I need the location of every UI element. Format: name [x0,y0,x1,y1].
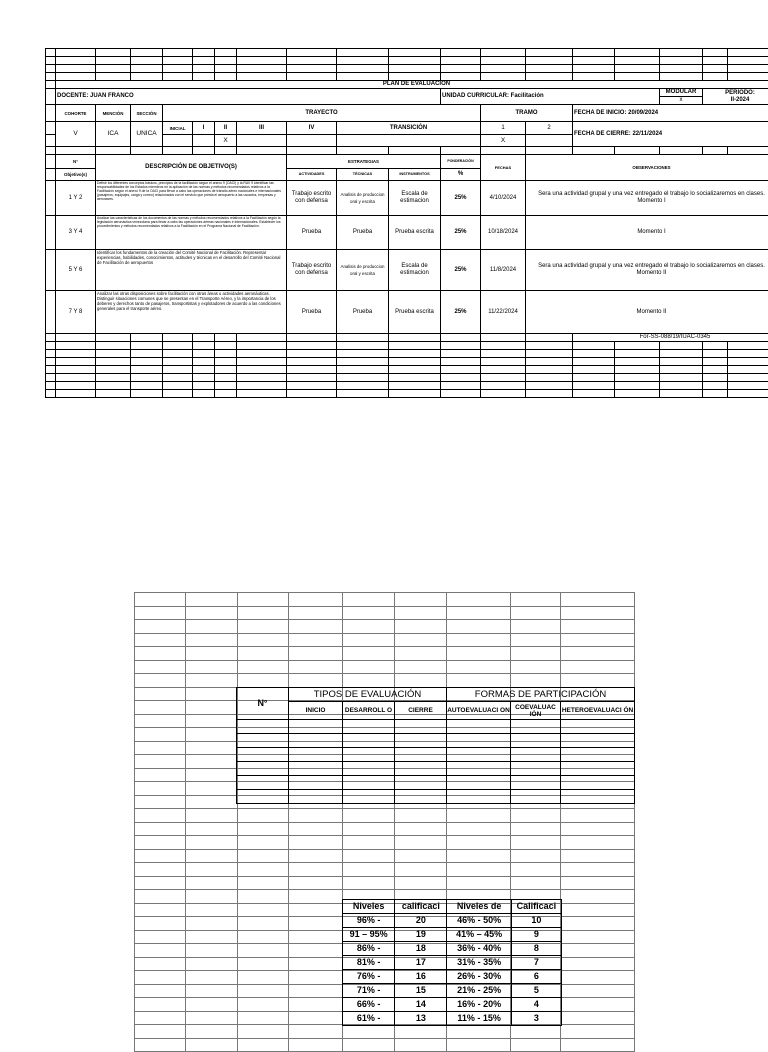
row-instrumento: Escala de estimacion [389,250,441,291]
table-row: 81% - 17 31% - 35% 7 [343,956,562,970]
table-row: 61% - 13 11% - 15% 3 [343,1012,562,1026]
tecnicas-header: TÉCNICAS [337,169,389,181]
plan-evaluacion-sheet [45,48,768,420]
tramo-header: TRAMO [481,105,573,122]
evaluacion-grid-block [134,592,634,1024]
row-actividad: Prueba [287,216,337,250]
trayecto-ii: II [215,122,237,135]
autoevaluacion-header: AUTOEVALUACI ON [447,702,511,720]
row-descripcion: Analizar las otras disposiciones sobre facilitación con otras áreas u actividades aeronáuticas. Distinguir situaciones comunes que se presentan en el Transporte Aéreo, y la importancia de los deberes y derechos tanto de pasajeros, transportistas y explotadores de acuerdo a las condiciones generales para el transporte aéreo. [96,291,287,334]
row-actividad: Trabajo escrito con defensa [287,181,337,216]
periodo-label: PERIODO: [704,90,768,97]
row-descripcion: Analizar las características de los documentos de las normas y métodos recomendados relativos a la Facilitación según la legislación aeronáutica venezolana para llevar a cabo las operaciones aéreas nacionales e internacionales. Establecer los procedimientos y métodos recomendados relativos a la Facilitación en el Programa Nacional de Facilitación. [96,216,287,250]
row-ponderacion: 25% [441,181,481,216]
formas-participacion-title: FORMAS DE PARTICIPACIÓN [447,688,635,702]
row-observacion: Sera una actividad grupal y una vez entregado el trabajo lo socializaremos en clases. Momento I [526,181,768,216]
trayecto-header: TRAYECTO [163,105,481,122]
row-fecha: 11/22/2024 [481,291,526,334]
row-ponderacion: 25% [441,250,481,291]
trayecto-iv: IV [287,122,337,135]
row-actividad: Trabajo escrito con defensa [287,250,337,291]
row-instrumento: Prueba escrita [389,291,441,334]
tipos-evaluacion-table [236,687,635,804]
row-tecnica: Analisis de produccion oral y escrita [337,250,389,291]
row-objetivo: 7 Y 8 [56,291,96,334]
estrategias-header: ESTRATEGIAS [287,155,441,169]
objetivos-header: Objetivo(s) [56,169,96,181]
tipos-n-header: N° [237,688,289,720]
row-objetivo: 1 Y 2 [56,181,96,216]
desarrollo-header: DESARROLL O [343,702,395,720]
mencion-value: ICA [96,122,131,147]
actividades-header: ACTIVIDADES [287,169,337,181]
row-tecnica: Prueba [337,291,389,334]
pct-header: % [441,169,481,181]
fechas-header: FECHAS [481,155,526,181]
row-observacion: Momento I [526,216,768,250]
tramo-1-mark: X [481,135,526,147]
row-observacion: Momento II [526,291,768,334]
tipos-evaluacion-title: TIPOS DE EVALUACIÓN [289,688,447,702]
fecha-cierre: FECHA DE CIERRE: 22/11/2024 [573,122,768,147]
mencion-header: MENCIÓN [96,105,131,122]
table-row: 71% - 15 21% - 25% 5 [343,984,562,998]
row-fecha: 4/10/2024 [481,181,526,216]
coevaluacion-header: COEVALUAC IÓN [511,702,561,720]
periodo [703,89,768,105]
form-code: For-SS-088/19/IUAC-0345 [573,334,768,342]
periodo-value: II-2024 [704,97,768,104]
trayecto-iii: III [237,122,287,135]
table-row: 86% - 18 36% - 40% 8 [343,942,562,956]
seccion-header: SECCIÓN [131,105,163,122]
calificacion2-header: Calificaci [511,900,561,914]
table-row: 66% - 14 16% - 20% 4 [343,998,562,1012]
instrumentos-header: INSTRUMENTOS [389,169,441,181]
cohorte-value: V [56,122,96,147]
table-row [46,216,768,250]
niveles-de-header: Niveles de [447,900,511,914]
row-tecnica: Analisis de produccion oral y escrita [337,181,389,216]
unidad-curricular: UNIDAD CURRICULAR: Facilitación [441,89,660,105]
cierre-header: CIERRE [395,702,447,720]
table-row [46,291,768,334]
table-row [46,181,768,216]
cohorte-header: COHORTE [56,105,96,122]
descripcion-header: DESCRIPCIÓN DE OBJETIVO(S) [96,155,287,181]
row-ponderacion: 25% [441,291,481,334]
table-row: 76% - 16 26% - 30% 6 [343,970,562,984]
transicion-header: TRANSICIÓN [337,122,481,135]
table-row: 91 – 95% 19 41% – 45% 9 [343,928,562,942]
heteroevaluacion-header: HETEROEVALUACI ÓN [561,702,635,720]
row-observacion: Sera una actividad grupal y una vez entregado el trabajo lo socializaremos en clases. Momento II [526,250,768,291]
observaciones-header: OBSERVACIONES [526,155,768,181]
row-objetivo: 3 Y 4 [56,216,96,250]
row-instrumento: Escala de estimacion [389,181,441,216]
modular-mark: x [660,97,702,104]
table-row: 96% - 20 46% - 50% 10 [343,914,562,928]
modular-cell [660,89,703,105]
modular-label: MODULAR [660,89,702,97]
row-ponderacion: 25% [441,216,481,250]
row-fecha: 10/18/2024 [481,216,526,250]
inicio-header: INICIO [289,702,343,720]
inicial-header: INICIAL [163,122,193,135]
row-actividad: Prueba [287,291,337,334]
tramo-1: 1 [481,122,526,135]
calificacion-header: calificaci [395,900,447,914]
niveles-header: Niveles [343,900,395,914]
niveles-table [342,899,562,1026]
tramo-2: 2 [526,122,573,135]
fecha-inicio: FECHA DE INICIO: 20/09/2024 [573,105,768,122]
plan-title: PLAN DE EVALUACIÓN [56,81,768,89]
row-instrumento: Prueba escrita [389,216,441,250]
ponderacion-header: PONDERACIÓN [441,155,481,169]
row-descripcion: Identificar los fundamentos de la creación del Comité Nacional de Facilitación. Representar experiencias, habilidades, conocimientos, actitudes y técnicas en el desarrollo del Comité Nacional de Facilitación de aeropuertos [96,250,287,291]
n-header: N° [56,155,96,169]
trayecto-i: I [193,122,215,135]
row-fecha: 11/8/2024 [481,250,526,291]
plan-table [45,48,768,398]
docente-label: DOCENTE: JUAN FRANCO [56,89,441,105]
table-row [46,250,768,291]
trayecto-ii-mark: X [215,135,237,147]
row-descripcion: Definir los diferentes conceptos básicos, principios de la facilitación según el anexo 9 (OACI) y la RAV 9 identificar las responsabilidades de los Estados miembros en la aplicación de las normas y métodos recomendados relativos a la Facilitación según el anexo 9 de la OACI para llevar a cabo las operaciones de tránsito aéreo nacionales e internacionales (pasajeros, equipajes, carga y correo) relacionados con el servicio que presta el aeropuerto a las usuarios, empresas y aeronaves. [96,181,287,216]
row-objetivo: 5 Y 6 [56,250,96,291]
seccion-value: UNICA [131,122,163,147]
row-tecnica: Prueba [337,216,389,250]
